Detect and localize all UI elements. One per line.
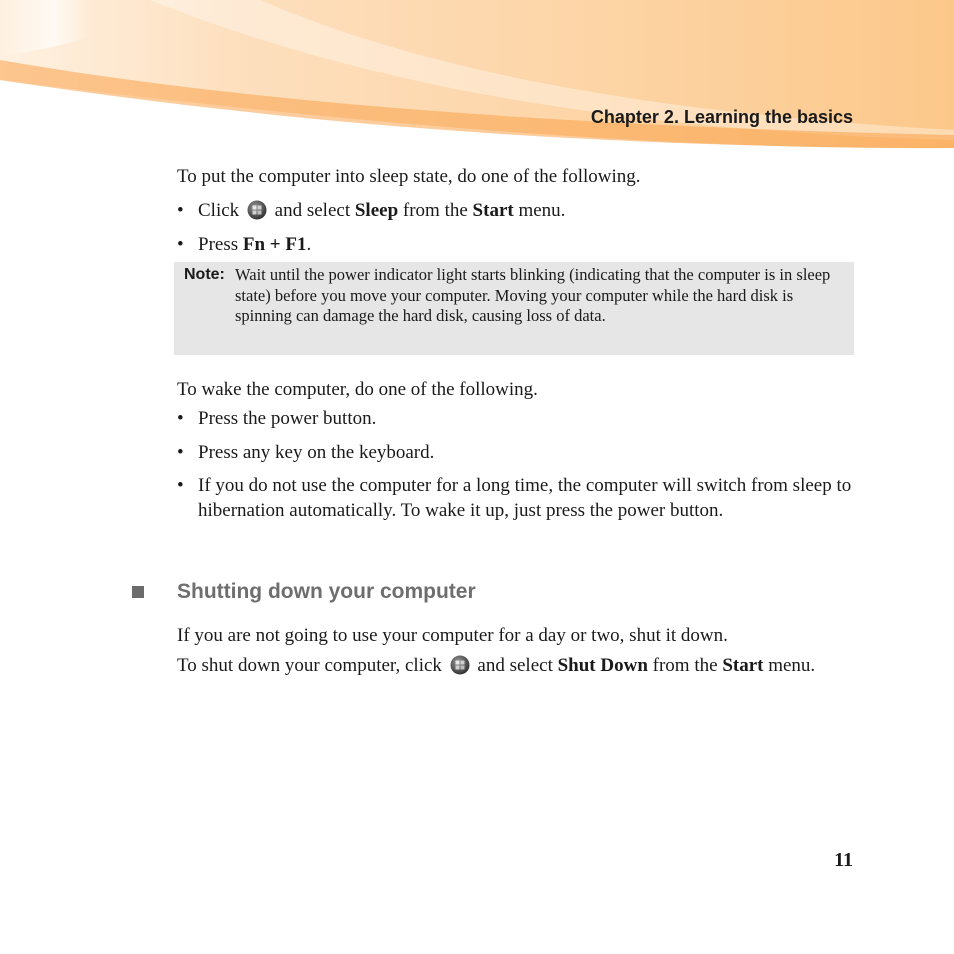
note-box [174, 262, 854, 355]
list-item [177, 440, 857, 465]
windows-start-orb-icon [247, 200, 267, 220]
text: from the [402, 200, 468, 221]
section-heading: Shutting down your computer [177, 580, 476, 603]
text: menu. [518, 200, 566, 221]
sleep-intro: To put the computer into sleep state, do one of the following. [177, 166, 641, 187]
note-label: Note: [184, 266, 225, 283]
sleep-label: Sleep [354, 200, 399, 221]
start-label: Start [722, 655, 764, 676]
text: Press [198, 234, 239, 255]
list-item [177, 406, 857, 431]
start-label: Start [472, 200, 514, 221]
text: Press the power button. [198, 408, 377, 429]
shutdown-para: If you are not going to use your computer for a day or two, shut it down. [177, 625, 728, 646]
shut-down-label: Shut Down [557, 655, 648, 676]
bullet-dot: • [177, 200, 184, 221]
square-bullet-icon [132, 586, 144, 598]
text: menu. [768, 655, 816, 676]
windows-start-orb-icon [450, 655, 470, 675]
text-click: Click [198, 200, 240, 221]
list-item [177, 473, 857, 523]
text: from the [652, 655, 718, 676]
text: If you do not use the computer for a long time, the computer will switch from sleep to hibernation automatically. To wake it up, just press the power button. [198, 475, 852, 521]
wake-intro: To wake the computer, do one of the following. [177, 379, 538, 400]
bullet-dot: • [177, 408, 184, 429]
bullet-dot: • [177, 475, 184, 496]
page-number: 11 [834, 849, 853, 871]
note-text: Wait until the power indicator light starts blinking (indicating that the computer is in sleep state) before you move your computer. Moving your computer while the hard disk is spinning can damage the hard disk, causing loss of data. [235, 265, 831, 325]
bullet-dot: • [177, 442, 184, 463]
header-band [0, 0, 954, 160]
text: and select [477, 655, 553, 676]
text: and select [274, 200, 351, 221]
key-combo: Fn + F1 [242, 234, 307, 255]
text: Press any key on the keyboard. [198, 442, 435, 463]
text: . [306, 234, 312, 255]
list-item [177, 198, 857, 223]
bullet-dot: • [177, 234, 184, 255]
shutdown-instructions [177, 653, 857, 678]
text: To shut down your computer, click [177, 655, 442, 676]
list-item [177, 232, 857, 257]
chapter-title: Chapter 2. Learning the basics [590, 107, 853, 127]
